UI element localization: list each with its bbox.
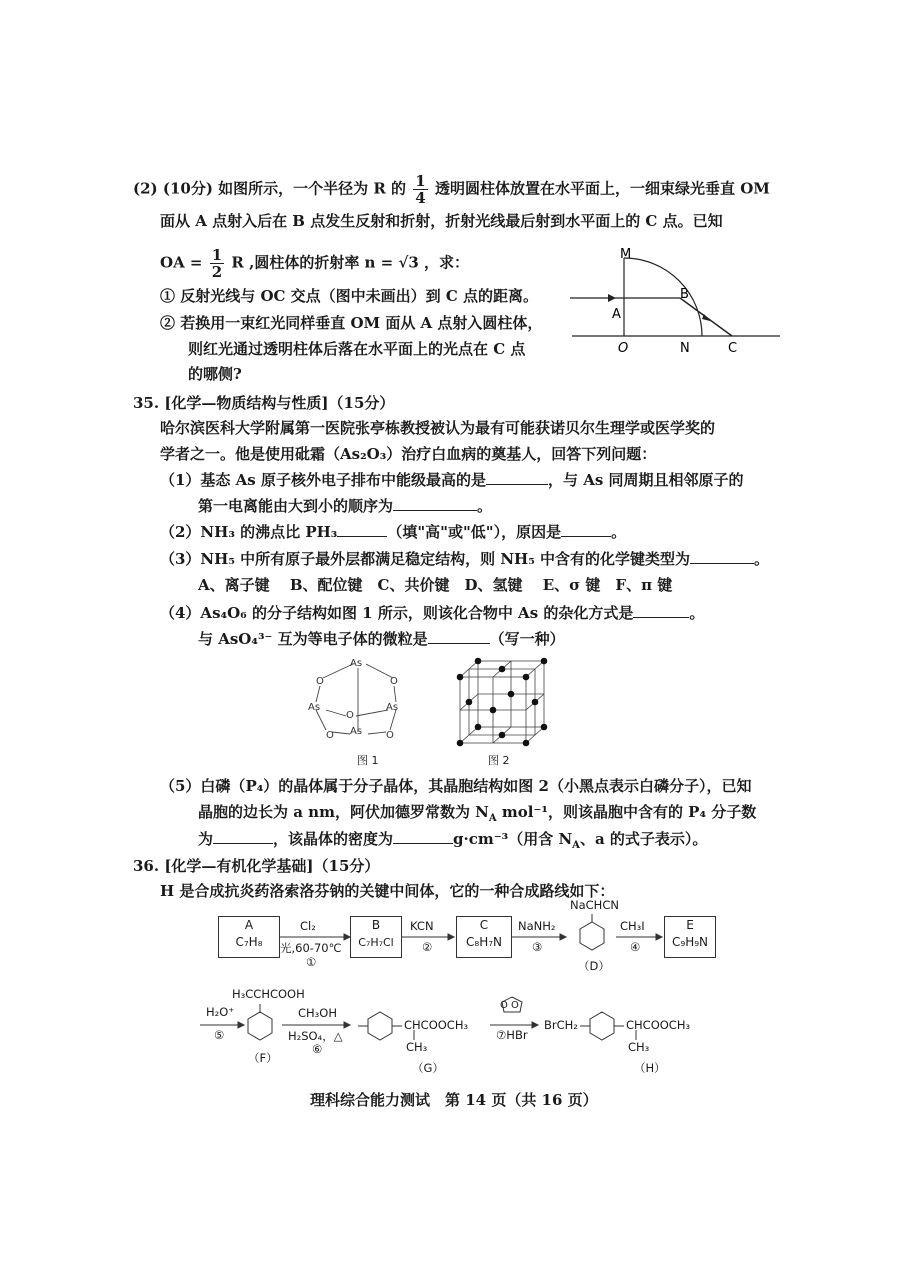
q1-text-d: 。 bbox=[477, 497, 493, 515]
q34-2-sub2b: 则红光通过透明柱体后落在水平面上的光点在 C 点 bbox=[188, 340, 526, 358]
box-e-name: E bbox=[686, 918, 694, 932]
q3-text-b: 。 bbox=[754, 550, 770, 568]
label-o: O bbox=[618, 341, 629, 356]
label-b: B bbox=[680, 287, 689, 302]
box-b bbox=[350, 916, 402, 958]
intro-text-b: 透明圆柱体放置在水平面上，一细束绿光垂直 OM bbox=[434, 179, 770, 198]
step1-number: ① bbox=[306, 955, 317, 969]
box-a-name: A bbox=[244, 918, 254, 932]
q35-heading: 35. [化学—物质结构与性质]（15分） bbox=[133, 394, 395, 412]
q36-heading: 36. [化学—有机化学基础]（15分） bbox=[133, 857, 380, 875]
compound-h-left-group: BrCH₂ bbox=[544, 1018, 578, 1032]
q5-na-sub: A bbox=[488, 813, 497, 824]
q5-text-c-b: ，该晶体的密度为 bbox=[273, 830, 394, 848]
q1-text-a: （1）基态 As 原子核外电子排布中能级最高的是 bbox=[160, 471, 486, 489]
fig1-as-left: As bbox=[308, 702, 321, 713]
q2-text-c: 。 bbox=[611, 523, 627, 541]
box-b-name: B bbox=[371, 918, 381, 932]
q34-2-line2: 面从 A 点射入后在 B 点发生反射和折射，折射光线最后射到水平面上的 C 点。已知 bbox=[160, 212, 723, 230]
step5-number: ⑤ bbox=[214, 1028, 225, 1042]
fig1-as-right: As bbox=[386, 702, 399, 713]
box-b-formula: C₇H₇Cl bbox=[358, 936, 394, 949]
box-c-name: C bbox=[479, 918, 489, 932]
q5-na-sub-2: A bbox=[572, 840, 580, 851]
step4-reagent: CH₃I bbox=[620, 919, 645, 933]
box-e-formula: C₉H₉N bbox=[672, 935, 708, 949]
q36-para1: H 是合成抗炎药洛索洛芬钠的关键中间体，它的一种合成路线如下： bbox=[160, 882, 615, 900]
q5-text-b2: mol⁻¹，则该晶胞中含有的 P₄ 分子数 bbox=[496, 803, 757, 821]
compound-f-substituent: H₃CCHCOOH bbox=[232, 987, 305, 1001]
fraction-quarter: $\frac{1}{4}$ bbox=[415, 172, 426, 207]
q3-text-a: （3）NH₅ 中所有原子最外层都满足稳定结构，则 NH₅ 中含有的化学键类型为 bbox=[160, 550, 691, 568]
compound-h-substituent: CHCOOCH₃ bbox=[626, 1018, 691, 1032]
label-m: M bbox=[620, 248, 632, 262]
fig1-caption: 图 1 bbox=[357, 754, 379, 767]
step6-number: ⑥ bbox=[312, 1042, 323, 1056]
q4-text-a: （4）As₄O₆ 的分子结构如图 1 所示，则该化合物中 As 的杂化方式是 bbox=[160, 604, 634, 622]
fig1-o-1: O bbox=[316, 676, 324, 687]
fig1-o-2: O bbox=[390, 676, 398, 687]
compound-g-methyl: CH₃ bbox=[406, 1040, 428, 1054]
step5-reagent: H₂O⁺ bbox=[206, 1005, 235, 1019]
step3-number: ③ bbox=[532, 940, 543, 954]
step1-conditions: 光,60-70℃ bbox=[280, 941, 342, 955]
step6-reagent: CH₃OH bbox=[298, 1006, 337, 1020]
q1-text-c: 第一电离能由大到小的顺序为 bbox=[198, 497, 394, 515]
fig1-as-top: As bbox=[350, 658, 363, 669]
compound-f-label: （F） bbox=[248, 1051, 278, 1065]
step2-number: ② bbox=[422, 940, 433, 954]
page-footer: 理科综合能力测试 第 14 页（共 16 页） bbox=[310, 1091, 598, 1109]
compound-d-substituent: NaCHCN bbox=[570, 898, 619, 912]
q5-text-c-a: 为 bbox=[198, 830, 214, 848]
q5-text-b: 晶胞的边长为 a nm，阿伏加德罗常数为 N bbox=[198, 803, 489, 821]
label-c: C bbox=[728, 341, 738, 356]
box-a-formula: C₇H₈ bbox=[235, 935, 263, 949]
compound-d-label: （D） bbox=[578, 959, 610, 973]
q2-text-b: （填"高"或"低"），原因是 bbox=[387, 523, 562, 541]
step4-number: ④ bbox=[630, 940, 641, 954]
oa-label: OA = bbox=[160, 253, 203, 272]
label-n: N bbox=[680, 341, 690, 356]
compound-g-label: （G） bbox=[412, 1061, 444, 1075]
q2-text-a: （2）NH₃ 的沸点比 PH₃ bbox=[160, 523, 338, 541]
label-a: A bbox=[612, 307, 621, 322]
box-c-formula: C₈H₇N bbox=[466, 935, 502, 949]
step3-reagent: NaNH₂ bbox=[518, 919, 556, 933]
q4-text-c: 与 AsO₄³⁻ 互为等电子体的微粒是 bbox=[198, 630, 428, 648]
compound-h-label: （H） bbox=[634, 1061, 666, 1075]
step2-reagent: KCN bbox=[410, 919, 434, 933]
box-e bbox=[664, 916, 716, 958]
q1-text-b: ，与 As 同周期且相邻原子的 bbox=[547, 471, 744, 489]
fig1-o-5: O bbox=[386, 730, 394, 741]
step7-conditions: ⑦HBr bbox=[496, 1028, 528, 1042]
q34-2-sub1: ① 反射光线与 OC 交点（图中未画出）到 C 点的距离。 bbox=[160, 287, 539, 305]
step1-reagent: Cl₂ bbox=[300, 919, 316, 933]
compound-h-methyl: CH₃ bbox=[628, 1040, 650, 1054]
oa-rest: R ,圆柱体的折射率 n = √3 ，求： bbox=[231, 253, 469, 272]
fig1-as-bottom: As bbox=[350, 726, 363, 737]
fraction-half: $\frac{1}{2}$ bbox=[211, 246, 223, 281]
step7-reagent-ring: O O bbox=[500, 1000, 519, 1011]
q4-text-b: 。 bbox=[689, 604, 705, 622]
q35-q3-options: A、离子键 B、配位键 C、共价键 D、氢键 E、σ 键 F、π 键 bbox=[198, 576, 673, 594]
q35-q5-line1: （5）白磷（P₄）的晶体属于分子晶体，其晶胞结构如图 2（小黑点表示白磷分子），已知 bbox=[160, 777, 752, 795]
q5-text-c-c: g·cm⁻³（用含 N bbox=[453, 830, 573, 848]
q34-2-sub2a: ② 若换用一束红光同样垂直 OM 面从 A 点射入圆柱体， bbox=[160, 314, 543, 332]
fig1-o-3: O bbox=[346, 710, 354, 721]
box-c bbox=[456, 916, 512, 958]
q5-text-c-d: 、a 的式子表示）。 bbox=[579, 830, 708, 848]
q35-para2: 学者之一。他是使用砒霜（As₂O₃）治疗白血病的奠基人，回答下列问题： bbox=[160, 445, 657, 463]
compound-g-substituent: CHCOOCH₃ bbox=[404, 1018, 469, 1032]
q4-text-d: （写一种） bbox=[489, 630, 565, 648]
step6-conditions: H₂SO₄，△ bbox=[288, 1029, 343, 1043]
q35-para1: 哈尔滨医科大学附属第一医院张亭栋教授被认为最有可能获诺贝尔生理学或医学奖的 bbox=[160, 419, 716, 437]
intro-text-a: (2) (10分) 如图所示，一个半径为 R 的 bbox=[133, 179, 407, 198]
fig1-o-4: O bbox=[326, 730, 334, 741]
q34-2-sub2c: 的哪侧? bbox=[188, 365, 242, 383]
fig2-caption: 图 2 bbox=[488, 754, 510, 767]
